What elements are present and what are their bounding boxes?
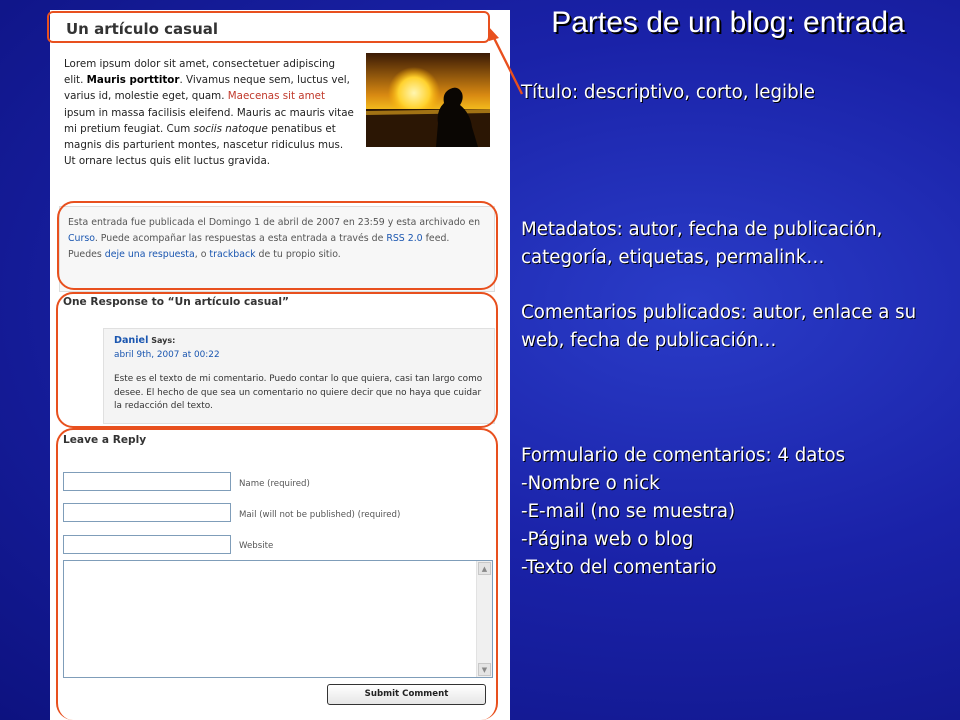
comment-text: Este es el texto de mi comentario. Puedo contar lo que quiera, casi tan largo como desee. El hecho de que sea un comentario no quiere decir que no haya que cuidar la redacción del texto. — [114, 374, 483, 411]
reply-heading: Leave a Reply — [63, 434, 147, 446]
sunset-photo — [366, 53, 490, 147]
bold-text: Mauris porttitor — [86, 74, 180, 87]
comments-highlight — [56, 292, 498, 428]
form-note-item: -Nombre o nick — [521, 473, 660, 494]
form-highlight — [56, 428, 498, 720]
scroll-up-icon[interactable]: ▲ — [478, 562, 491, 575]
submit-comment-button[interactable]: Submit Comment — [327, 684, 486, 705]
highlighted-link[interactable]: Maecenas sit amet — [227, 90, 325, 103]
metadata-highlight — [57, 201, 498, 290]
rss-link[interactable]: RSS 2.0 — [386, 233, 423, 244]
form-note-item: -Texto del comentario — [521, 557, 717, 578]
form-note — [521, 442, 951, 582]
trackback-link[interactable]: trackback — [209, 249, 256, 260]
comment-date-link[interactable]: abril 9th, 2007 at 00:22 — [114, 349, 220, 360]
metadata-note: Metadatos: autor, fecha de publicación, categoría, etiquetas, permalink… — [521, 219, 883, 268]
comments-note: Comentarios publicados: autor, enlace a su web, fecha de publicación… — [521, 302, 917, 351]
italic-text: sociis natoque — [193, 122, 268, 135]
title-highlight — [47, 11, 490, 43]
post-metadata: Esta entrada fue publicada el Domingo 1 de abril de 2007 en 23:59 y esta archivado en Curso. Puede acompañar las respuestas a esta entrada a través de RSS 2.0 feed. Puedes deje una respuesta, o trackback de tu propio sitio. — [59, 206, 495, 292]
form-note-item: -E-mail (no se muestra) — [521, 501, 736, 522]
category-link[interactable]: Curso — [68, 233, 95, 244]
comment-says: Says: — [151, 336, 176, 345]
scroll-down-icon[interactable]: ▼ — [478, 663, 491, 676]
form-note-intro: Formulario de comentarios: 4 datos — [521, 445, 846, 466]
mail-label: Mail (will not be published) (required) — [239, 510, 401, 520]
title-note: Título: descriptivo, corto, legible — [521, 82, 815, 103]
comment-author-link[interactable]: Daniel — [114, 335, 149, 346]
responses-heading: One Response to “Un artículo casual” — [63, 296, 289, 308]
post-body: Lorem ipsum dolor sit amet, consectetuer adipiscing elit. Mauris porttitor. Vivamus neque sem, luctus vel, varius id, molestie eget, quam. Maecenas sit amet ipsum in massa facilisis eleifend. Mauris ac mauris vitae mi pretium feugiat. Cum sociis natoque penatibus et magnis dis parturient montes, nascetur ridiculus mus. Ut ornare lectus quis elit luctus gravida. — [64, 56, 484, 169]
post-title[interactable]: Un artículo casual — [66, 20, 219, 38]
reply-link[interactable]: deje una respuesta — [104, 249, 195, 260]
name-label: Name (required) — [239, 479, 310, 489]
website-label: Website — [239, 541, 274, 551]
form-note-item: -Página web o blog — [521, 529, 694, 550]
slide-title: Partes de un blog: entrada — [551, 6, 905, 39]
